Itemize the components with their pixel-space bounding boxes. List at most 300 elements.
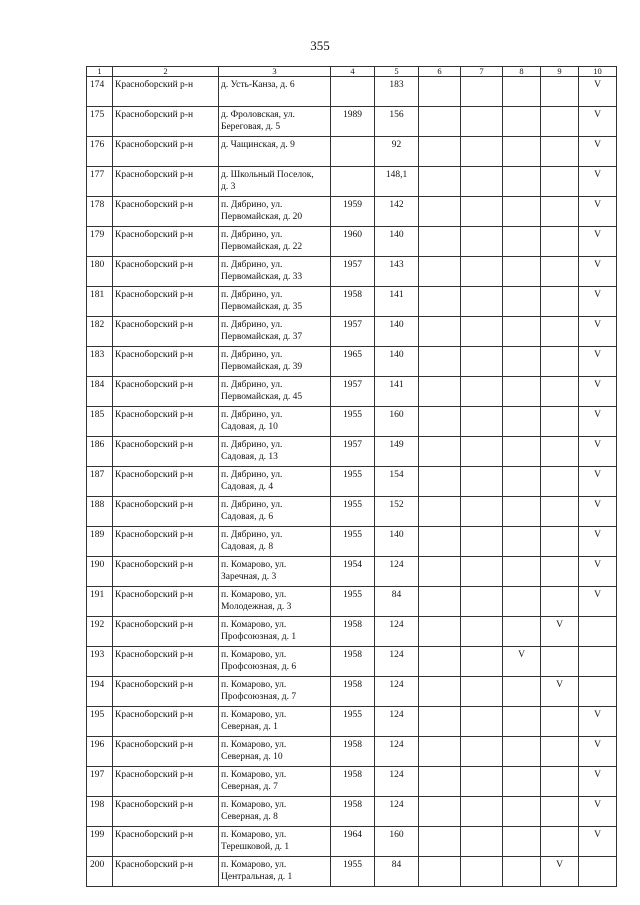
empty-cell [419, 437, 461, 467]
empty-cell [541, 827, 579, 857]
district-cell: Красноборский р-н [113, 107, 219, 137]
empty-cell [419, 227, 461, 257]
year-cell: 1989 [331, 107, 375, 137]
row-number: 175 [87, 107, 113, 137]
column-header: 7 [461, 67, 503, 77]
table-row [87, 257, 617, 287]
address-cell [219, 527, 331, 557]
table-row [87, 167, 617, 197]
table-row [87, 527, 617, 557]
empty-cell [419, 737, 461, 767]
empty-cell [461, 647, 503, 677]
year-cell: 1955 [331, 527, 375, 557]
empty-cell [461, 197, 503, 227]
empty-cell [419, 797, 461, 827]
district-cell: Красноборский р-н [113, 797, 219, 827]
empty-cell [503, 347, 541, 377]
address-line-1: п. Комарово, ул. [221, 590, 287, 600]
table-row [87, 377, 617, 407]
row-number: 181 [87, 287, 113, 317]
year-cell: 1957 [331, 257, 375, 287]
value-cell: 143 [375, 257, 419, 287]
address-line-1: п. Комарово, ул. [221, 650, 287, 660]
value-cell: 140 [375, 527, 419, 557]
row-number: 179 [87, 227, 113, 257]
empty-cell [503, 287, 541, 317]
table-row [87, 737, 617, 767]
address-cell [219, 197, 331, 227]
address-line-1: д. Чащинская, д. 9 [221, 140, 295, 150]
header-row [87, 67, 617, 77]
value-cell: 140 [375, 317, 419, 347]
table-row [87, 137, 617, 167]
mark-cell: V [579, 497, 617, 527]
column-header: 5 [375, 67, 419, 77]
address-cell [219, 587, 331, 617]
table-row [87, 587, 617, 617]
year-cell [331, 167, 375, 197]
mark-cell: V [579, 737, 617, 767]
district-cell: Красноборский р-н [113, 677, 219, 707]
column-header: 4 [331, 67, 375, 77]
district-cell: Красноборский р-н [113, 647, 219, 677]
empty-cell [461, 107, 503, 137]
district-cell: Красноборский р-н [113, 347, 219, 377]
address-cell [219, 77, 331, 107]
empty-cell [461, 557, 503, 587]
row-number: 198 [87, 797, 113, 827]
empty-cell [461, 467, 503, 497]
district-cell: Красноборский р-н [113, 437, 219, 467]
row-number: 178 [87, 197, 113, 227]
year-cell: 1960 [331, 227, 375, 257]
district-cell: Красноборский р-н [113, 197, 219, 227]
empty-cell [461, 857, 503, 887]
value-cell: 124 [375, 767, 419, 797]
empty-cell [419, 527, 461, 557]
empty-cell [419, 587, 461, 617]
empty-cell [541, 107, 579, 137]
year-cell: 1965 [331, 347, 375, 377]
address-line-1: п. Дябрино, ул. [221, 470, 283, 480]
year-cell: 1958 [331, 737, 375, 767]
address-cell [219, 797, 331, 827]
address-cell [219, 167, 331, 197]
year-cell [331, 137, 375, 167]
row-number: 190 [87, 557, 113, 587]
address-line-2: Заречная, д. 3 [221, 572, 277, 582]
empty-cell [541, 647, 579, 677]
row-number: 197 [87, 767, 113, 797]
page-number: 355 [310, 38, 330, 53]
data-table [86, 66, 617, 887]
column-header: 3 [219, 67, 331, 77]
row-number: 185 [87, 407, 113, 437]
empty-cell [461, 827, 503, 857]
district-cell: Красноборский р-н [113, 617, 219, 647]
empty-cell [541, 467, 579, 497]
table-row [87, 797, 617, 827]
district-cell: Красноборский р-н [113, 407, 219, 437]
address-line-1: п. Комарово, ул. [221, 860, 287, 870]
address-cell [219, 227, 331, 257]
mark-cell: V [579, 557, 617, 587]
address-line-2: Первомайская, д. 22 [221, 242, 303, 252]
row-number: 187 [87, 467, 113, 497]
column-header: 9 [541, 67, 579, 77]
mark-cell: V [579, 707, 617, 737]
table-row [87, 467, 617, 497]
district-cell: Красноборский р-н [113, 827, 219, 857]
district-cell: Красноборский р-н [113, 77, 219, 107]
address-line-1: п. Комарово, ул. [221, 800, 287, 810]
empty-cell [419, 557, 461, 587]
district-cell: Красноборский р-н [113, 557, 219, 587]
mark-cell: V [579, 107, 617, 137]
table-row [87, 557, 617, 587]
address-line-1: п. Дябрино, ул. [221, 440, 283, 450]
value-cell: 156 [375, 107, 419, 137]
address-line-1: п. Дябрино, ул. [221, 350, 283, 360]
row-number: 194 [87, 677, 113, 707]
address-line-2: Первомайская, д. 45 [221, 392, 303, 402]
empty-cell [541, 587, 579, 617]
row-number: 191 [87, 587, 113, 617]
table-row [87, 497, 617, 527]
mark-cell: V [579, 77, 617, 107]
address-cell [219, 707, 331, 737]
year-cell: 1959 [331, 197, 375, 227]
year-cell: 1957 [331, 317, 375, 347]
table-row [87, 227, 617, 257]
empty-cell [503, 557, 541, 587]
address-line-1: п. Дябрино, ул. [221, 260, 283, 270]
address-line-2: Первомайская, д. 39 [221, 362, 303, 372]
empty-cell [541, 707, 579, 737]
empty-cell [419, 767, 461, 797]
empty-cell [541, 407, 579, 437]
empty-cell [503, 707, 541, 737]
empty-cell [503, 767, 541, 797]
table-row [87, 197, 617, 227]
address-line-1: п. Комарово, ул. [221, 620, 287, 630]
empty-cell [541, 317, 579, 347]
address-line-2: Береговая, д. 5 [221, 122, 281, 132]
empty-cell [419, 467, 461, 497]
empty-cell [541, 497, 579, 527]
value-cell: 124 [375, 737, 419, 767]
address-line-2: д. 3 [221, 182, 236, 192]
mark-cell: V [579, 197, 617, 227]
empty-cell [579, 857, 617, 887]
year-cell: 1955 [331, 587, 375, 617]
empty-cell [503, 677, 541, 707]
empty-cell [461, 317, 503, 347]
year-cell: 1957 [331, 377, 375, 407]
year-cell: 1958 [331, 617, 375, 647]
empty-cell [419, 347, 461, 377]
empty-cell [461, 287, 503, 317]
address-line-2: Центральная, д. 1 [221, 872, 293, 882]
address-cell [219, 467, 331, 497]
address-line-2: Северная, д. 7 [221, 782, 278, 792]
row-number: 180 [87, 257, 113, 287]
table-row [87, 287, 617, 317]
district-cell: Красноборский р-н [113, 287, 219, 317]
address-line-2: Садовая, д. 10 [221, 422, 278, 432]
district-cell: Красноборский р-н [113, 857, 219, 887]
value-cell: 124 [375, 677, 419, 707]
address-line-1: п. Комарово, ул. [221, 740, 287, 750]
address-line-2: Садовая, д. 6 [221, 512, 274, 522]
empty-cell [503, 737, 541, 767]
empty-cell [419, 857, 461, 887]
value-cell: 183 [375, 77, 419, 107]
year-cell: 1958 [331, 647, 375, 677]
empty-cell [461, 77, 503, 107]
value-cell: 140 [375, 227, 419, 257]
mark-cell: V [579, 827, 617, 857]
address-cell [219, 317, 331, 347]
table-row [87, 647, 617, 677]
empty-cell [461, 797, 503, 827]
empty-cell [503, 497, 541, 527]
row-number: 192 [87, 617, 113, 647]
value-cell: 84 [375, 587, 419, 617]
address-line-1: п. Дябрино, ул. [221, 290, 283, 300]
empty-cell [541, 347, 579, 377]
table-row [87, 827, 617, 857]
address-line-1: п. Комарово, ул. [221, 680, 287, 690]
year-cell: 1955 [331, 857, 375, 887]
mark-cell: V [579, 797, 617, 827]
value-cell: 160 [375, 827, 419, 857]
address-cell [219, 857, 331, 887]
mark-cell: V [579, 287, 617, 317]
empty-cell [461, 767, 503, 797]
empty-cell [461, 527, 503, 557]
district-cell: Красноборский р-н [113, 737, 219, 767]
address-cell [219, 827, 331, 857]
district-cell: Красноборский р-н [113, 497, 219, 527]
address-line-1: д. Школьный Поселок, [221, 170, 314, 180]
table-row [87, 857, 617, 887]
empty-cell [419, 257, 461, 287]
empty-cell [461, 737, 503, 767]
mark-cell: V [579, 317, 617, 347]
address-cell [219, 437, 331, 467]
empty-cell [419, 707, 461, 737]
address-line-2: Профсоюзная, д. 7 [221, 692, 297, 702]
year-cell: 1958 [331, 767, 375, 797]
column-header: 1 [87, 67, 113, 77]
mark-cell: V [503, 647, 541, 677]
empty-cell [541, 797, 579, 827]
empty-cell [419, 497, 461, 527]
table-row [87, 107, 617, 137]
address-cell [219, 407, 331, 437]
empty-cell [461, 227, 503, 257]
empty-cell [461, 137, 503, 167]
address-line-2: Терешковой, д. 1 [221, 842, 290, 852]
empty-cell [419, 617, 461, 647]
value-cell: 124 [375, 617, 419, 647]
value-cell: 141 [375, 287, 419, 317]
table-row [87, 767, 617, 797]
address-line-2: Первомайская, д. 35 [221, 302, 303, 312]
empty-cell [541, 767, 579, 797]
value-cell: 140 [375, 347, 419, 377]
empty-cell [541, 557, 579, 587]
empty-cell [503, 137, 541, 167]
empty-cell [419, 377, 461, 407]
address-line-2: Садовая, д. 13 [221, 452, 278, 462]
address-line-1: п. Дябрино, ул. [221, 320, 283, 330]
year-cell: 1964 [331, 827, 375, 857]
address-cell [219, 647, 331, 677]
value-cell: 154 [375, 467, 419, 497]
row-number: 196 [87, 737, 113, 767]
empty-cell [461, 587, 503, 617]
address-cell [219, 257, 331, 287]
district-cell: Красноборский р-н [113, 377, 219, 407]
empty-cell [503, 797, 541, 827]
empty-cell [461, 497, 503, 527]
address-line-1: д. Усть-Канза, д. 6 [221, 80, 295, 90]
row-number: 189 [87, 527, 113, 557]
empty-cell [579, 647, 617, 677]
year-cell: 1957 [331, 437, 375, 467]
year-cell: 1958 [331, 797, 375, 827]
column-header: 8 [503, 67, 541, 77]
address-line-1: п. Комарово, ул. [221, 710, 287, 720]
empty-cell [419, 317, 461, 347]
table-row [87, 437, 617, 467]
empty-cell [503, 227, 541, 257]
mark-cell: V [579, 347, 617, 377]
address-cell [219, 107, 331, 137]
year-cell: 1954 [331, 557, 375, 587]
empty-cell [503, 197, 541, 227]
row-number: 188 [87, 497, 113, 527]
row-number: 177 [87, 167, 113, 197]
address-line-1: п. Дябрино, ул. [221, 530, 283, 540]
value-cell: 160 [375, 407, 419, 437]
empty-cell [503, 167, 541, 197]
value-cell: 124 [375, 707, 419, 737]
address-line-2: Первомайская, д. 33 [221, 272, 303, 282]
row-number: 200 [87, 857, 113, 887]
value-cell: 148,1 [375, 167, 419, 197]
district-cell: Красноборский р-н [113, 227, 219, 257]
value-cell: 124 [375, 557, 419, 587]
value-cell: 124 [375, 647, 419, 677]
empty-cell [461, 437, 503, 467]
year-cell: 1955 [331, 707, 375, 737]
address-line-1: п. Дябрино, ул. [221, 410, 283, 420]
row-number: 182 [87, 317, 113, 347]
year-cell: 1958 [331, 287, 375, 317]
mark-cell: V [579, 377, 617, 407]
empty-cell [503, 857, 541, 887]
mark-cell: V [579, 437, 617, 467]
row-number: 174 [87, 77, 113, 107]
address-line-1: п. Дябрино, ул. [221, 500, 283, 510]
empty-cell [461, 407, 503, 437]
table-row [87, 317, 617, 347]
empty-cell [419, 137, 461, 167]
empty-cell [503, 257, 541, 287]
mark-cell: V [579, 137, 617, 167]
empty-cell [541, 287, 579, 317]
district-cell: Красноборский р-н [113, 317, 219, 347]
mark-cell: V [579, 227, 617, 257]
empty-cell [461, 377, 503, 407]
empty-cell [419, 287, 461, 317]
empty-cell [419, 677, 461, 707]
empty-cell [541, 377, 579, 407]
mark-cell: V [579, 407, 617, 437]
empty-cell [461, 707, 503, 737]
address-line-2: Садовая, д. 8 [221, 542, 274, 552]
address-cell [219, 737, 331, 767]
address-line-1: п. Комарово, ул. [221, 770, 287, 780]
value-cell: 149 [375, 437, 419, 467]
value-cell: 92 [375, 137, 419, 167]
table-body [87, 67, 617, 887]
empty-cell [503, 587, 541, 617]
value-cell: 84 [375, 857, 419, 887]
year-cell: 1958 [331, 677, 375, 707]
row-number: 184 [87, 377, 113, 407]
address-cell [219, 497, 331, 527]
address-cell [219, 287, 331, 317]
address-line-2: Молодежная, д. 3 [221, 602, 292, 612]
column-header: 10 [579, 67, 617, 77]
mark-cell: V [541, 857, 579, 887]
empty-cell [503, 827, 541, 857]
address-line-2: Профсоюзная, д. 6 [221, 662, 297, 672]
empty-cell [541, 167, 579, 197]
column-header: 2 [113, 67, 219, 77]
address-cell [219, 137, 331, 167]
table-row [87, 617, 617, 647]
address-cell [219, 617, 331, 647]
address-cell [219, 557, 331, 587]
district-cell: Красноборский р-н [113, 167, 219, 197]
empty-cell [503, 377, 541, 407]
mark-cell: V [541, 617, 579, 647]
empty-cell [419, 827, 461, 857]
address-line-1: п. Дябрино, ул. [221, 380, 283, 390]
empty-cell [503, 467, 541, 497]
address-line-1: д. Фроловская, ул. [221, 110, 295, 120]
empty-cell [419, 77, 461, 107]
value-cell: 141 [375, 377, 419, 407]
address-line-2: Профсоюзная, д. 1 [221, 632, 297, 642]
empty-cell [503, 107, 541, 137]
empty-cell [419, 407, 461, 437]
address-line-2: Садовая, д. 4 [221, 482, 274, 492]
district-cell: Красноборский р-н [113, 257, 219, 287]
year-cell: 1955 [331, 407, 375, 437]
address-line-2: Первомайская, д. 37 [221, 332, 303, 342]
address-cell [219, 377, 331, 407]
address-line-1: п. Комарово, ул. [221, 830, 287, 840]
year-cell [331, 77, 375, 107]
table-row [87, 407, 617, 437]
empty-cell [461, 677, 503, 707]
